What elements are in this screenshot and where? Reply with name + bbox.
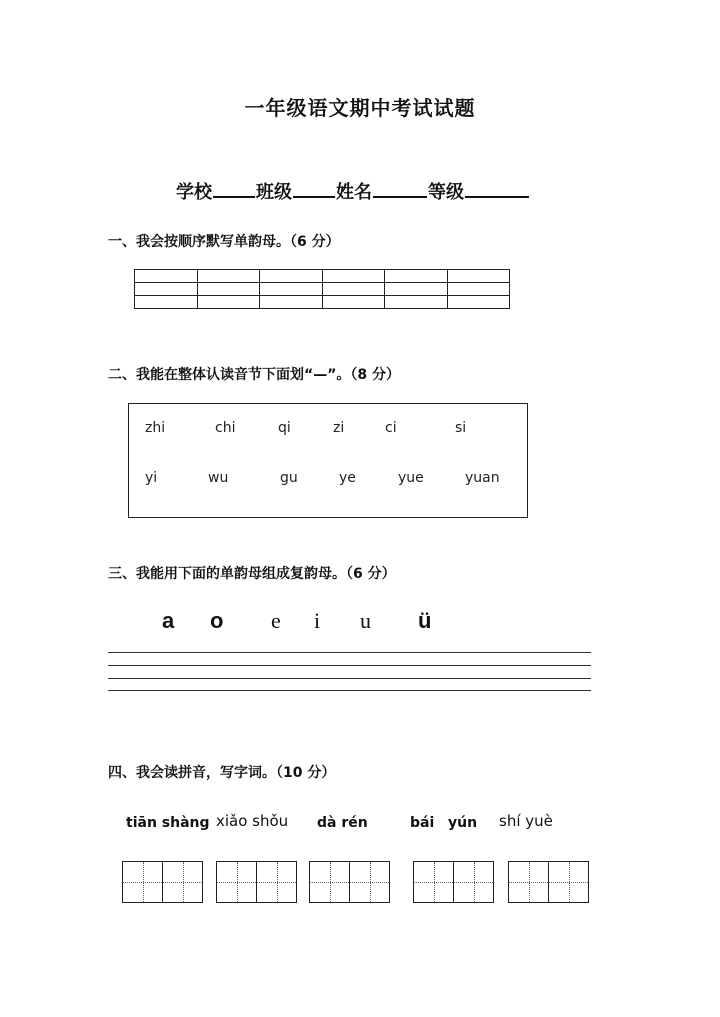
writing-grid — [508, 861, 589, 903]
school-label: 学校 — [176, 182, 212, 203]
syllable[interactable]: yuan — [465, 470, 500, 486]
syllable[interactable]: zi — [333, 420, 345, 436]
syllable[interactable]: ci — [385, 420, 397, 436]
writing-line[interactable] — [108, 652, 591, 653]
writing-grid — [413, 861, 494, 903]
question-3-heading: 三、我能用下面的单韵母组成复韵母。（6 分） — [108, 566, 396, 582]
name-blank[interactable] — [373, 178, 427, 198]
answer-cell[interactable] — [322, 296, 385, 309]
writing-cell[interactable] — [310, 862, 350, 902]
pinyin-word: tiān shàng — [126, 815, 210, 831]
school-blank[interactable] — [213, 178, 255, 198]
syllable[interactable]: zhi — [145, 420, 166, 436]
writing-cell[interactable] — [350, 862, 389, 902]
answer-cell[interactable] — [135, 270, 198, 283]
answer-cell[interactable] — [197, 270, 260, 283]
writing-cell[interactable] — [509, 862, 549, 902]
answer-cell[interactable] — [135, 296, 198, 309]
pinyin-word: dà rén — [317, 815, 368, 831]
answer-cell[interactable] — [322, 270, 385, 283]
answer-cell[interactable] — [385, 270, 448, 283]
writing-grid — [309, 861, 390, 903]
pinyin-word: shí yuè — [499, 812, 553, 830]
syllable-box — [128, 403, 528, 518]
answer-cell[interactable] — [447, 283, 510, 296]
class-blank[interactable] — [293, 178, 335, 198]
answer-grid — [134, 269, 510, 309]
name-label: 姓名 — [336, 182, 372, 203]
vowel: i — [314, 608, 321, 633]
writing-line[interactable] — [108, 665, 591, 666]
writing-cell[interactable] — [414, 862, 454, 902]
question-2-heading: 二、我能在整体认读音节下面划“—”。（8 分） — [108, 367, 401, 383]
answer-cell[interactable] — [260, 296, 323, 309]
vowel: u — [360, 608, 371, 633]
vowel: a — [162, 608, 175, 633]
writing-grid — [122, 861, 203, 903]
pinyin-word: yún — [448, 815, 478, 831]
writing-cell[interactable] — [549, 862, 588, 902]
answer-cell[interactable] — [447, 296, 510, 309]
writing-cell[interactable] — [217, 862, 257, 902]
grade-label: 等级 — [428, 182, 464, 203]
answer-cell[interactable] — [447, 270, 510, 283]
answer-cell[interactable] — [197, 283, 260, 296]
answer-cell[interactable] — [197, 296, 260, 309]
vowel: e — [271, 608, 281, 633]
page-title: 一年级语文期中考试试题 — [244, 96, 476, 120]
question-4-heading: 四、我会读拼音，写字词。（10 分） — [108, 765, 336, 781]
writing-line[interactable] — [108, 690, 591, 691]
student-info-line — [176, 178, 530, 204]
question-1-heading: 一、我会按顺序默写单韵母。（6 分） — [108, 234, 340, 250]
syllable[interactable]: yi — [145, 470, 158, 486]
vowel: o — [210, 608, 224, 633]
syllable[interactable]: chi — [215, 420, 236, 436]
answer-cell[interactable] — [385, 296, 448, 309]
pinyin-word: bái — [410, 815, 435, 831]
writing-cell[interactable] — [454, 862, 493, 902]
answer-cell[interactable] — [260, 283, 323, 296]
syllable[interactable]: wu — [208, 470, 229, 486]
writing-line[interactable] — [108, 678, 591, 679]
answer-cell[interactable] — [385, 283, 448, 296]
pinyin-word: xiǎo shǒu — [216, 812, 289, 830]
syllable[interactable]: gu — [280, 470, 298, 486]
vowel: ü — [418, 608, 432, 633]
writing-grid — [216, 861, 297, 903]
grade-blank[interactable] — [465, 178, 529, 198]
writing-cell[interactable] — [123, 862, 163, 902]
syllable[interactable]: si — [455, 420, 467, 436]
answer-cell[interactable] — [260, 270, 323, 283]
writing-cell[interactable] — [257, 862, 296, 902]
answer-cell[interactable] — [322, 283, 385, 296]
answer-cell[interactable] — [135, 283, 198, 296]
syllable[interactable]: qi — [278, 420, 291, 436]
syllable[interactable]: ye — [339, 470, 356, 486]
writing-cell[interactable] — [163, 862, 202, 902]
syllable[interactable]: yue — [398, 470, 424, 486]
class-label: 班级 — [256, 182, 292, 203]
